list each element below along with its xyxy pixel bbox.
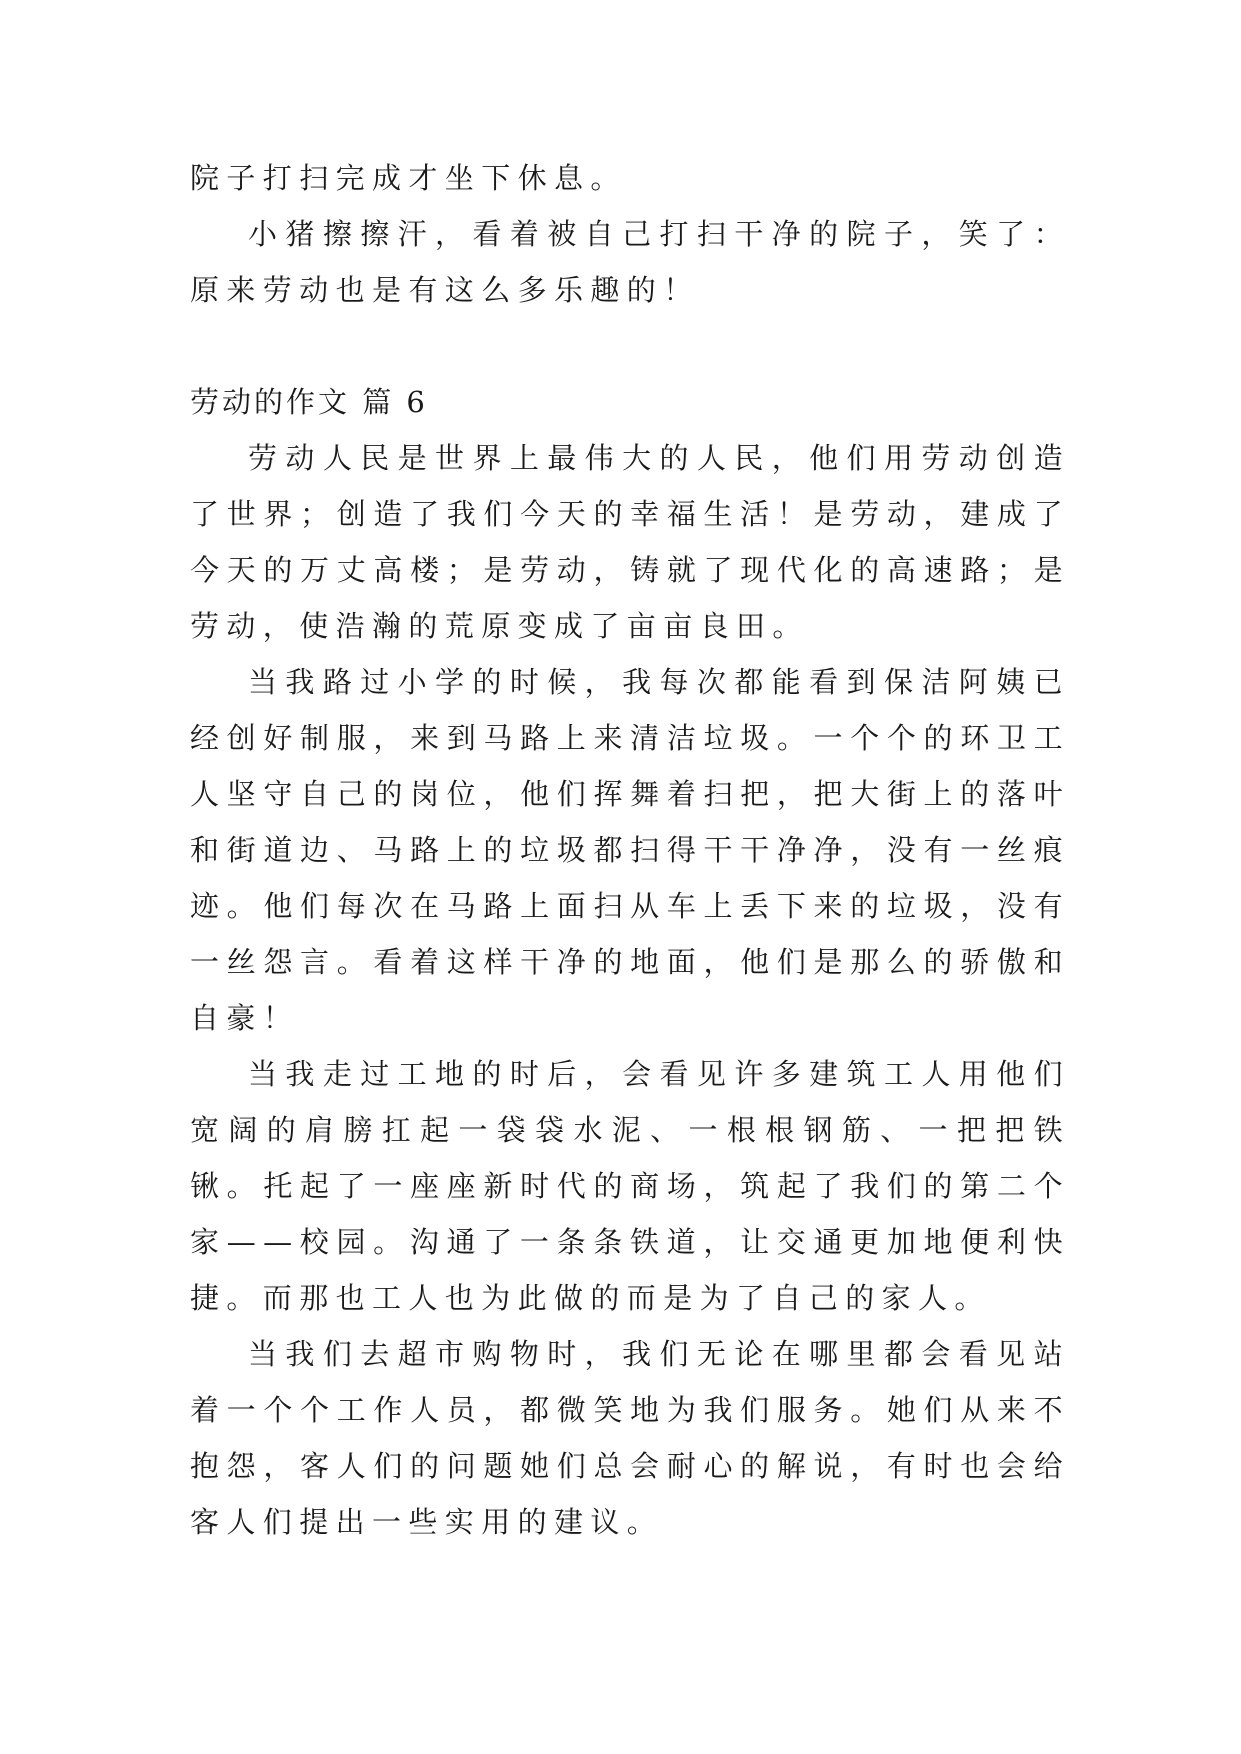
body-paragraph-3: 当我走过工地的时后，会看见许多建筑工人用他们宽阔的肩膀扛起一袋袋水泥、一根根钢筋、一把把铁锹。托起了一座座新时代的商场，筑起了我们的第二个家——校园。沟通了一条条铁道，让交通更加地便利快捷。而那也工人也为此做的而是为了自己的家人。 — [190, 1057, 1070, 1315]
document-page — [190, 150, 1070, 1550]
continued-paragraph-2: 小猪擦擦汗，看着被自己打扫干净的院子，笑了：原来劳动也是有这么多乐趣的！ — [190, 217, 1070, 307]
body-paragraph-4: 当我们去超市购物时，我们无论在哪里都会看见站着一个个工作人员，都微笑地为我们服务。她们从来不抱怨，客人们的问题她们总会耐心的解说，有时也会给客人们提出一些实用的建议。 — [190, 1337, 1070, 1539]
body-paragraph-2: 当我路过小学的时候，我每次都能看到保洁阿姨已经创好制服，来到马路上来清洁垃圾。一个个的环卫工人坚守自己的岗位，他们挥舞着扫把，把大街上的落叶和街道边、马路上的垃圾都扫得干干净净，没有一丝痕迹。他们每次在马路上面扫从车上丢下来的垃圾，没有一丝怨言。看着这样干净的地面，他们是那么的骄傲和自豪！ — [190, 665, 1070, 1035]
continued-paragraph-1: 院子打扫完成才坐下休息。 — [190, 161, 627, 195]
body-paragraph-1: 劳动人民是世界上最伟大的人民，他们用劳动创造了世界；创造了我们今天的幸福生活！是劳动，建成了今天的万丈高楼；是劳动，铸就了现代化的高速路；是劳动，使浩瀚的荒原变成了亩亩良田。 — [190, 441, 1070, 643]
section-title: 劳动的作文 篇 6 — [190, 385, 428, 419]
